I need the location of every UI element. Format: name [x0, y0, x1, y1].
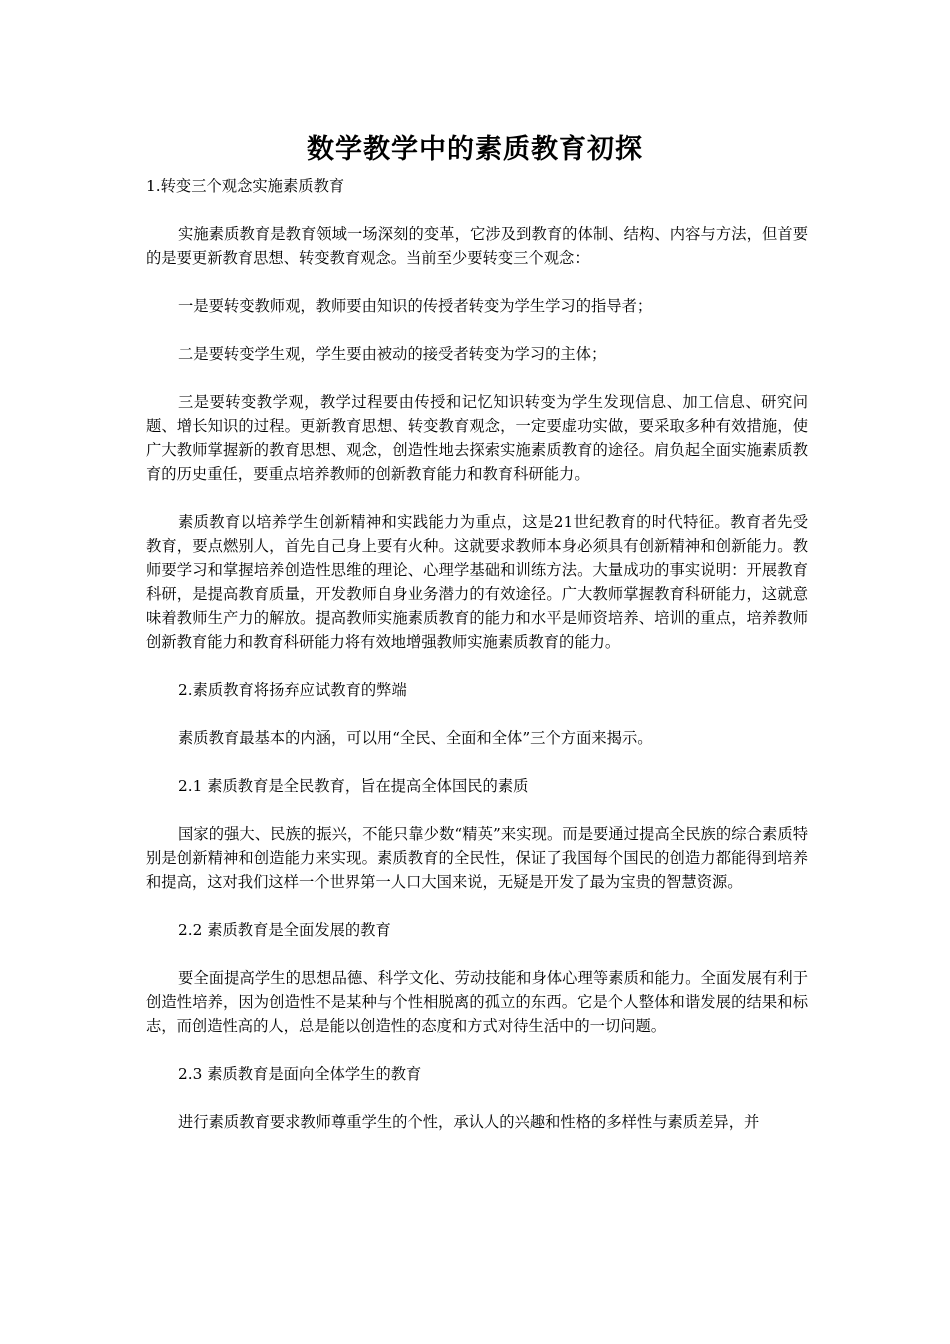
- paragraph: 国家的强大、民族的振兴，不能只靠少数“精英”来实现。而是要通过提高全民族的综合素质特别是创新精神和创造能力来实现。素质教育的全民性，保证了我国每个国民的创造力都能得到培养和提高，这对我们这样一个世界第一人口大国来说，无疑是开发了最为宝贵的智慧资源。: [146, 825, 808, 891]
- subsection-heading-2-1: 2.1 素质教育是全民教育，旨在提高全体国民的素质: [178, 777, 529, 795]
- paragraph: 实施素质教育是教育领域一场深刻的变革，它涉及到教育的体制、结构、内容与方法，但首要的是要更新教育思想、转变教育观念。当前至少要转变三个观念：: [146, 225, 808, 267]
- subsection-heading-2-3: 2.3 素质教育是面向全体学生的教育: [178, 1065, 422, 1083]
- paragraph: 二是要转变学生观，学生要由被动的接受者转变为学习的主体；: [178, 345, 607, 363]
- document-title: 数学教学中的素质教育初探: [307, 134, 643, 165]
- paragraph: 一是要转变教师观，教师要由知识的传授者转变为学生学习的指导者；: [178, 297, 653, 315]
- paragraph: 要全面提高学生的思想品德、科学文化、劳动技能和身体心理等素质和能力。全面发展有利于创造性培养，因为创造性不是某种与个性相脱离的孤立的东西。它是个人整体和谐发展的结果和标志，而创造性高的人，总是能以创造性的态度和方式对待生活中的一切问题。: [146, 969, 808, 1035]
- paragraph: 素质教育以培养学生创新精神和实践能力为重点，这是21世纪教育的时代特征。教育者先受教育，要点燃别人，首先自己身上要有火种。这就要求教师本身必须具有创新精神和创新能力。教师要学习和掌握培养创造性思维的理论、心理学基础和训练方法。大量成功的事实说明：开展教育科研，是提高教育质量，开发教师自身业务潜力的有效途径。广大教师掌握教育科研能力，这就意味着教师生产力的解放。提高教师实施素质教育的能力和水平是师资培养、培训的重点，培养教师创新教育能力和教育科研能力将有效地增强教师实施素质教育的能力。: [146, 513, 808, 651]
- subsection-heading-2-2: 2.2 素质教育是全面发展的教育: [178, 921, 391, 939]
- paragraph: 三是要转变教学观，教学过程要由传授和记忆知识转变为学生发现信息、加工信息、研究问题、增长知识的过程。更新教育思想、转变教育观念，一定要虚功实做，要采取多种有效措施，使广大教师掌握新的教育思想、观念，创造性地去探索实施素质教育的途径。肩负起全面实施素质教育的历史重任，要重点培养教师的创新教育能力和教育科研能力。: [146, 393, 808, 483]
- section-heading-2: 2.素质教育将扬弃应试教育的弊端: [178, 681, 407, 699]
- paragraph: 进行素质教育要求教师尊重学生的个性，承认人的兴趣和性格的多样性与素质差异，并: [178, 1113, 760, 1131]
- paragraph: 素质教育最基本的内涵，可以用“全民、全面和全体”三个方面来揭示。: [178, 729, 653, 747]
- document-body: [146, 172, 808, 1158]
- section-heading-1: 1.转变三个观念实施素质教育: [146, 177, 345, 195]
